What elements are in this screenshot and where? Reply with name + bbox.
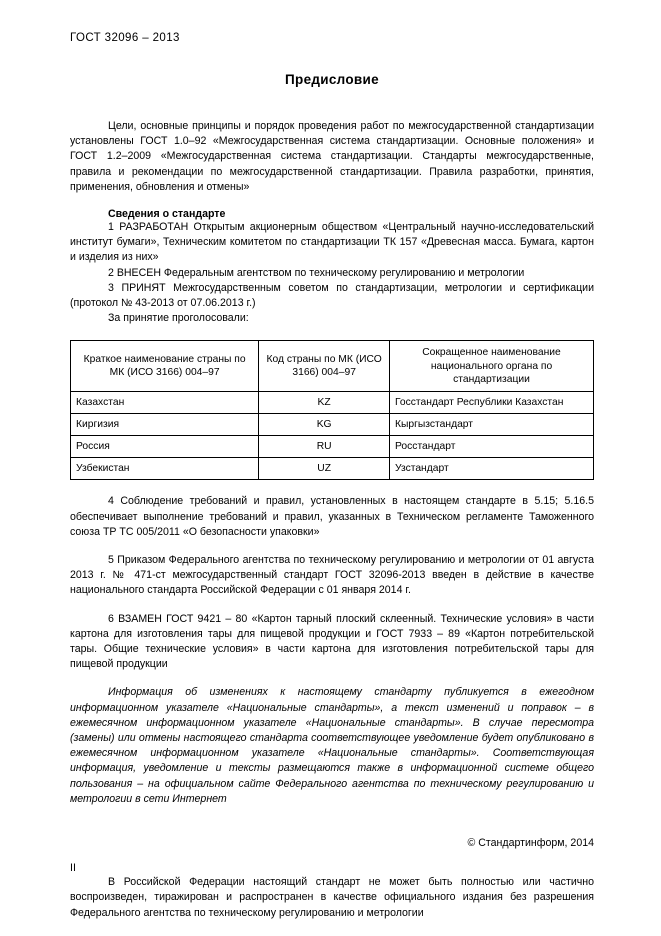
- item-developed-by: 1 РАЗРАБОТАН Открытым акционерным обществом «Центральный научно-исследовательский институт бумаги», Техническим комитетом по стандартизации ТК 157 «Древесная масса. Бумага, картон и изделия из них»: [70, 221, 594, 264]
- item-replaces: 6 ВЗАМЕН ГОСТ 9421 – 80 «Картон тарный плоский склеенный. Технические условия» в части картона для изготовления тары для пищевой продукции и ГОСТ 7933 – 89 «Картон потребительской тары. Общие технические условия» в части картона для изготовления потребительской тары для пищевой продукции: [70, 612, 594, 671]
- cell-standard-body: Госстандарт Республики Казахстан: [390, 392, 594, 414]
- section-heading-standard-info: Сведения о стандарте: [108, 208, 226, 221]
- item-compliance-requirements: 4 Соблюдение требований и правил, установленных в настоящем стандарте в 5.15; 5.16.5 обеспечивает выполнение требований и правил, указанных в Техническом регламенте Таможенного союза ТР ТС 005/2011 «О безопасности упаковки»: [70, 495, 594, 538]
- cell-country-name: Узбекистан: [71, 458, 259, 480]
- vote-intro-text: За принятие проголосовали:: [108, 312, 249, 325]
- countries-table: [70, 340, 594, 480]
- reproduction-notice: В Российской Федерации настоящий стандарт не может быть полностью или частично воспроизведен, тиражирован и распространен в качестве официального издания без разрешения Федерального агентства по техническому регулированию и метрологии: [70, 876, 594, 919]
- table-header-standard-body: Сокращенное наименование национального органа по стандартизации: [390, 341, 594, 392]
- table-row: [71, 458, 594, 480]
- cell-country-code: UZ: [259, 458, 390, 480]
- item-submitted-by: 2 ВНЕСЕН Федеральным агентством по техническому регулированию и метрологии: [108, 266, 525, 279]
- amendment-info-text: Информация об изменениях к настоящему стандарту публикуется в ежегодном информационном указателе «Национальные стандарты», а текст изменений и поправок – в ежемесячном информационном указателе «Национальные стандарты». В случае пересмотра (замены) или отмены настоящего стандарта соответствующее уведомление будет опубликовано в ежемесячном информационном указателе «Национальные стандарты». Соответствующая информация, уведомление и тексты размещаются также в информационной системе общего пользования – на официальном сайте Федерального агентства по техническому регулированию и метрологии в сети Интернет: [70, 686, 594, 805]
- table-row: [71, 392, 594, 414]
- cell-country-code: KZ: [259, 392, 390, 414]
- cell-standard-body: Узстандарт: [390, 458, 594, 480]
- cell-standard-body: Росстандарт: [390, 436, 594, 458]
- table-header-row: [71, 341, 594, 392]
- page-title: Предисловие: [285, 72, 379, 87]
- table-row: [71, 414, 594, 436]
- standard-number-header: ГОСТ 32096 – 2013: [70, 32, 180, 44]
- cell-standard-body: Кыргызстандарт: [390, 414, 594, 436]
- cell-country-name: Россия: [71, 436, 259, 458]
- table-row: [71, 436, 594, 458]
- cell-country-name: Киргизия: [71, 414, 259, 436]
- cell-country-code: KG: [259, 414, 390, 436]
- copyright-line: © Стандартинформ, 2014: [467, 837, 594, 850]
- amendment-info-block: [70, 685, 594, 807]
- table-header-country-code: Код страны по МК (ИСО 3166) 004–97: [259, 341, 390, 392]
- cell-country-code: RU: [259, 436, 390, 458]
- page-content: [70, 32, 594, 921]
- table-header-country-name: Краткое наименование страны по МК (ИСО 3166) 004–97: [71, 341, 259, 392]
- intro-paragraph: Цели, основные принципы и порядок проведения работ по межгосударственной стандартизации установлены ГОСТ 1.0–92 «Межгосударственная система стандартизации. Основные положения» и ГОСТ 1.2–2009 «Межгосударственная система стандартизации. Стандарты межгосударственные, правила и рекомендации по межгосударственной стандартизации. Правила разработки, принятия, применения, обновления и отмены»: [70, 120, 594, 193]
- cell-country-name: Казахстан: [71, 392, 259, 414]
- item-order-enforcement: 5 Приказом Федерального агентства по техническому регулированию и метрологии от 01 августа 2013 г. № 471-ст межгосударственный стандарт ГОСТ 32096-2013 введен в действие в качестве национального стандарта Российской Федерации с 01 января 2014 г.: [70, 554, 594, 597]
- item-adopted-by: 3 ПРИНЯТ Межгосударственным советом по стандартизации, метрологии и сертификации (протокол № 43-2013 от 07.06.2013 г.): [70, 281, 594, 310]
- page-number: II: [70, 862, 76, 874]
